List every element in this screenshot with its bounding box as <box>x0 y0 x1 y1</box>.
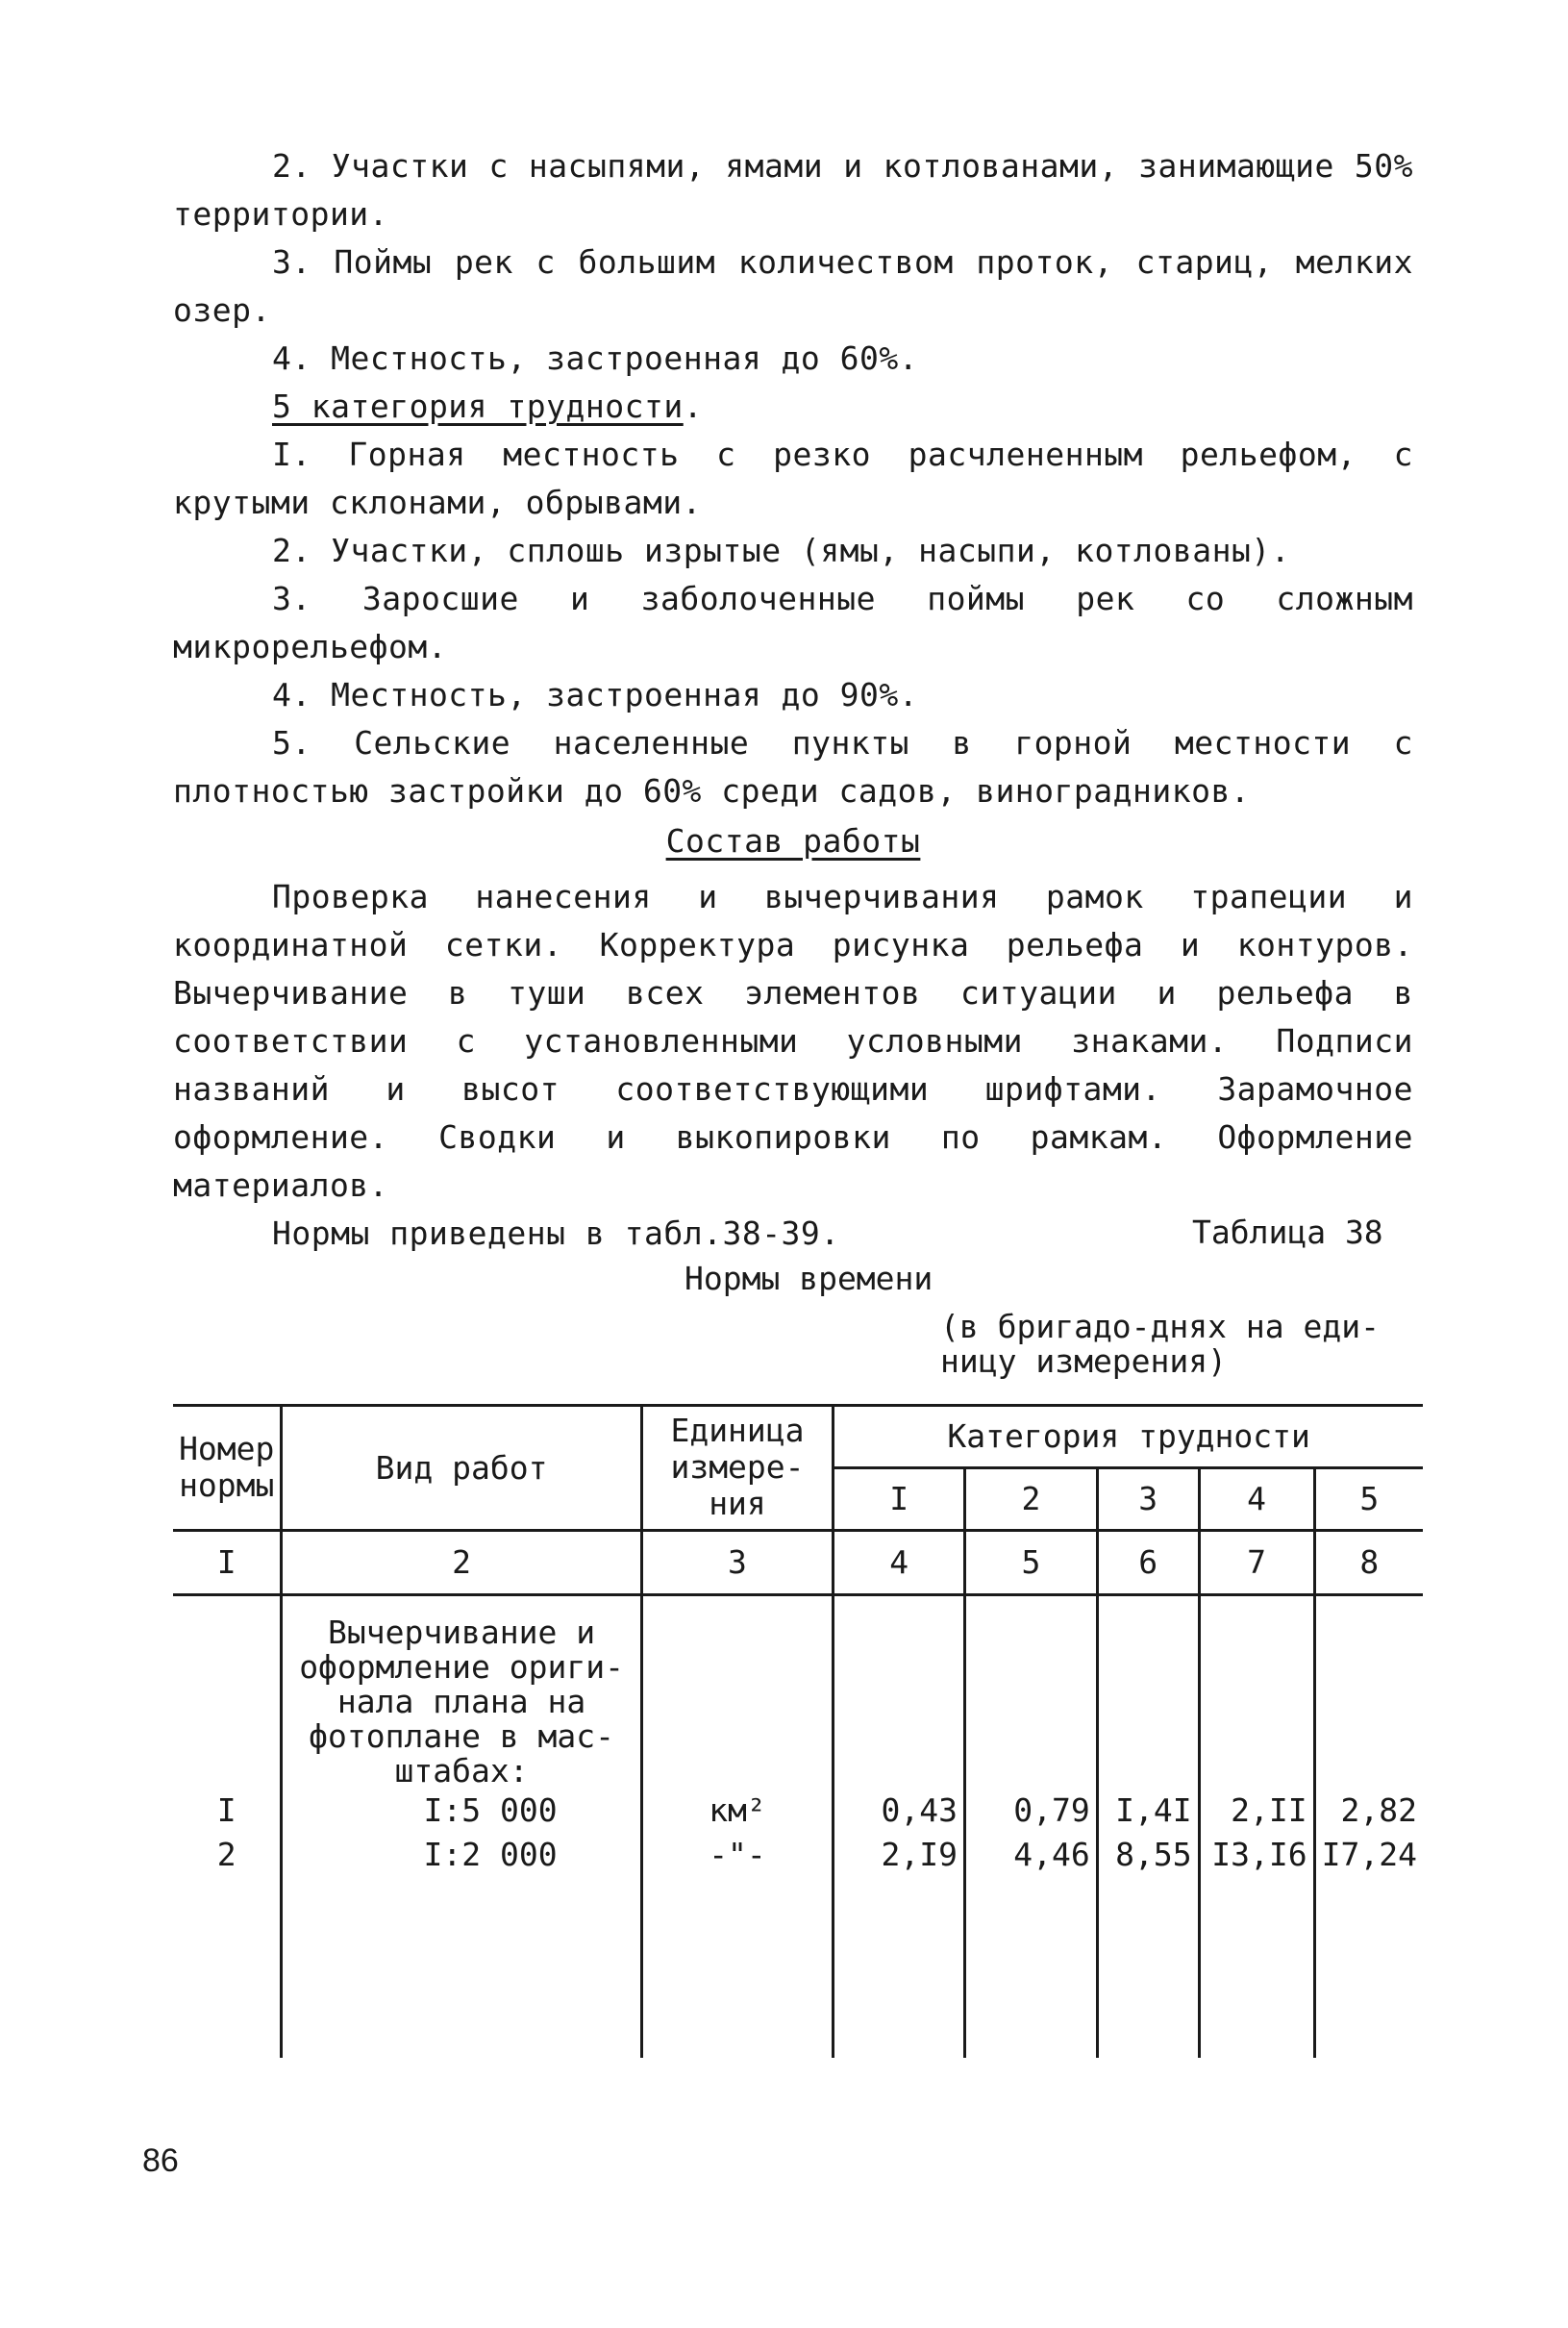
category-5-values <box>1314 1595 1423 2059</box>
column-number: 6 <box>1097 1531 1199 1595</box>
header-category-4: 4 <box>1199 1468 1314 1531</box>
work-paragraph: Проверка нанесения и вычерчивания рамок трапеции и координатной сетки. Корректура рисунка рельефа и контуров. Вычерчивание в туши всех элементов ситуации и рельефа в соответствии с установленными условными знаками. Подписи названий и высот соответствующими шрифтами. Зарамочное оформление. Сводки и выкопировки по рамкам. Оформление материалов. <box>173 878 1413 1204</box>
column-number: 8 <box>1314 1531 1423 1595</box>
norm-number: I <box>216 1791 236 1829</box>
description-line: Вычерчивание и <box>327 1614 596 1651</box>
table-title: Нормы времени <box>684 1260 933 1297</box>
paragraph: 3. Поймы рек с большим количеством проток, стариц, мелких озер. <box>173 243 1413 329</box>
norm-value: I3,I6 <box>1211 1836 1307 1873</box>
paragraph: 5. Сельские населенные пункты в горной местности с плотностью застройки до 60% среди садов, виноградников. <box>173 724 1413 810</box>
header-category-1: I <box>834 1468 965 1531</box>
category-heading <box>173 383 1413 431</box>
header-category-3: 3 <box>1097 1468 1199 1531</box>
category-4-values <box>1199 1595 1314 2059</box>
norm-value: I,4I <box>1115 1791 1192 1829</box>
paragraph: I. Горная местность с резко расчлененным рельефом, с крутыми склонами, обрывами. <box>173 436 1413 521</box>
description-line: оформление ориги- <box>299 1648 624 1686</box>
column-number: 4 <box>834 1531 965 1595</box>
spacer <box>840 1615 958 1789</box>
header-text: Единица <box>670 1411 805 1449</box>
table-header-row <box>173 1406 1423 1468</box>
unit-cell <box>641 1595 834 2059</box>
page-number: 86 <box>142 2142 179 2179</box>
norm-value: 4,46 <box>1013 1836 1090 1873</box>
norm-number: 2 <box>216 1836 236 1873</box>
header-unit <box>641 1406 834 1531</box>
table-label: Таблица 38 <box>1192 1214 1383 1251</box>
spacer <box>179 1615 274 1789</box>
work-description-cell <box>282 1595 641 2059</box>
description-line: штабах: <box>394 1752 529 1790</box>
paragraph: 4. Местность, застроенная до 90%. <box>272 676 919 713</box>
norms-table <box>173 1404 1423 2058</box>
column-number: I <box>173 1531 282 1595</box>
norm-value: 2,82 <box>1340 1791 1417 1829</box>
header-text: измере- <box>670 1447 805 1486</box>
category-heading-suffix: . <box>683 388 704 425</box>
description-line: нала плана на <box>336 1683 586 1720</box>
header-text: нормы <box>179 1465 275 1504</box>
spacer <box>1207 1615 1307 1789</box>
norm-value: 2,I9 <box>881 1836 958 1873</box>
paragraph: 2. Участки, сплошь изрытые (ямы, насыпи, котлованы). <box>272 532 1291 569</box>
header-category-2: 2 <box>965 1468 1098 1531</box>
norms-reference: Нормы приведены в табл.38-39. <box>272 1214 840 1252</box>
body-text <box>173 142 1413 1258</box>
paragraph: 3. Заросшие и заболоченные поймы рек со сложным микрорельефом. <box>173 580 1413 665</box>
unit-value: км² <box>709 1791 766 1829</box>
column-number: 2 <box>282 1531 641 1595</box>
spacer <box>1105 1615 1192 1789</box>
header-category: Категория трудности <box>834 1406 1423 1468</box>
section-heading-text: Состав работы <box>665 822 921 860</box>
norm-value: 0,79 <box>1013 1791 1090 1829</box>
header-norm-number <box>173 1406 282 1531</box>
column-number: 7 <box>1199 1531 1314 1595</box>
category-2-values <box>965 1595 1098 2059</box>
header-work-type: Вид работ <box>282 1406 641 1531</box>
column-number: 3 <box>641 1531 834 1595</box>
category-1-values <box>834 1595 965 2059</box>
description-line: фотоплане в мас- <box>309 1717 615 1755</box>
table-units-line: ницу измерения) <box>940 1342 1228 1380</box>
column-number: 5 <box>965 1531 1098 1595</box>
column-number-row <box>173 1531 1423 1595</box>
norm-numbers-cell <box>173 1595 282 2059</box>
scale-label: I:5 000 <box>423 1791 558 1829</box>
unit-value: -"- <box>709 1836 766 1873</box>
paragraph: 4. Местность, застроенная до 60%. <box>272 339 919 377</box>
category-heading-text: 5 категория трудности <box>272 388 684 425</box>
norm-value: I7,24 <box>1321 1836 1417 1873</box>
norm-value: 0,43 <box>881 1791 958 1829</box>
table-units <box>940 1310 1380 1379</box>
paragraph: 2. Участки с насыпями, ямами и котлованами, занимающие 50% территории. <box>173 147 1413 233</box>
section-heading <box>173 817 1413 865</box>
category-3-values <box>1097 1595 1199 2059</box>
header-category-5: 5 <box>1314 1468 1423 1531</box>
header-text: ния <box>709 1484 766 1522</box>
spacer <box>972 1615 1090 1789</box>
spacer <box>1322 1615 1417 1789</box>
scale-label: I:2 000 <box>423 1836 558 1873</box>
norm-value: 8,55 <box>1115 1836 1192 1873</box>
table-units-line: (в бригадо-днях на еди- <box>940 1308 1380 1345</box>
table-body-row <box>173 1595 1423 2059</box>
norm-value: 2,II <box>1231 1791 1307 1829</box>
header-text: Номер <box>179 1429 275 1467</box>
spacer <box>649 1615 827 1789</box>
